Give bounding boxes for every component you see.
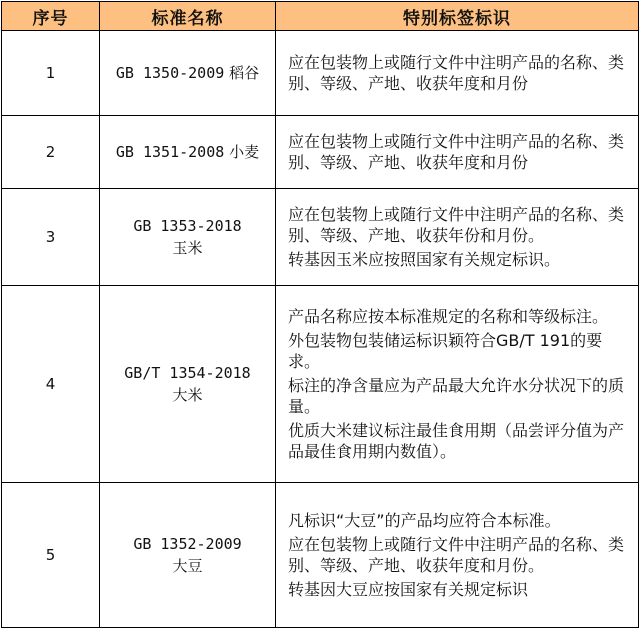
table-row: [2, 31, 639, 116]
standard-name: 稻谷: [229, 64, 260, 82]
standard-cell: [100, 31, 276, 116]
label-text: 应在包装物上或随行文件中注明产品的名称、类别、等级、产地、收获年度和月份。: [288, 535, 625, 575]
header-row: [2, 2, 639, 31]
label-text: 应在包装物上或随行文件中注明产品的名称、类别、等级、产地、收获年度和月份: [288, 53, 625, 93]
label-text: 凡标识“大豆”的产品均应符合本标准。: [288, 511, 561, 530]
standard-name: 大豆: [172, 557, 203, 575]
header-standard-name: 标准名称: [100, 2, 276, 31]
row-no: 3: [2, 189, 100, 286]
standard-code: GB 1352-2009: [133, 535, 242, 553]
label-text: 外包装物包装储运标识颖符合GB/T 191的要求。: [288, 331, 603, 371]
label-cell: [276, 189, 639, 286]
standard-code: GB 1350-2009: [115, 64, 225, 82]
standard-name: 大米: [172, 386, 203, 404]
table-row: [2, 189, 639, 286]
label-text: 优质大米建议标注最佳食用期（品尝评分值为产品最佳食用期内数值）。: [288, 421, 625, 461]
table-row: [2, 286, 639, 483]
label-cell: [276, 116, 639, 189]
standard-name: 小麦: [229, 143, 260, 161]
label-cell: [276, 31, 639, 116]
row-no: 2: [2, 116, 100, 189]
standard-name: 玉米: [172, 239, 203, 257]
standard-code: GB 1353-2018: [133, 217, 242, 235]
grain-label-standards-table: [1, 1, 639, 628]
row-no: 5: [2, 483, 100, 628]
standard-code: GB 1351-2008: [115, 143, 225, 161]
label-cell: [276, 483, 639, 628]
label-text: 标注的净含量应为产品最大允许水分状况下的质量。: [288, 376, 625, 416]
standard-cell: [100, 116, 276, 189]
label-text: 产品名称应按本标准规定的名称和等级标注。: [288, 307, 609, 326]
label-cell: [276, 286, 639, 483]
standard-cell: [100, 189, 276, 286]
standard-cell: [100, 483, 276, 628]
label-text: 应在包装物上或随行文件中注明产品的名称、类别、等级、产地、收获年份和月份。: [288, 205, 625, 245]
standard-cell: [100, 286, 276, 483]
standard-code: GB/T 1354-2018: [124, 364, 251, 382]
header-special-label: 特别标签标识: [276, 2, 639, 31]
row-no: 4: [2, 286, 100, 483]
label-text: 转基因大豆应按国家有关规定标识: [288, 580, 529, 599]
row-no: 1: [2, 31, 100, 116]
table-row: [2, 483, 639, 628]
header-no: 序号: [2, 2, 100, 31]
label-text: 转基因玉米应按照国家有关规定标识。: [288, 250, 561, 269]
label-text: 应在包装物上或随行文件中注明产品的名称、类别、等级、产地、收获年度和月份: [288, 132, 625, 172]
table-row: [2, 116, 639, 189]
